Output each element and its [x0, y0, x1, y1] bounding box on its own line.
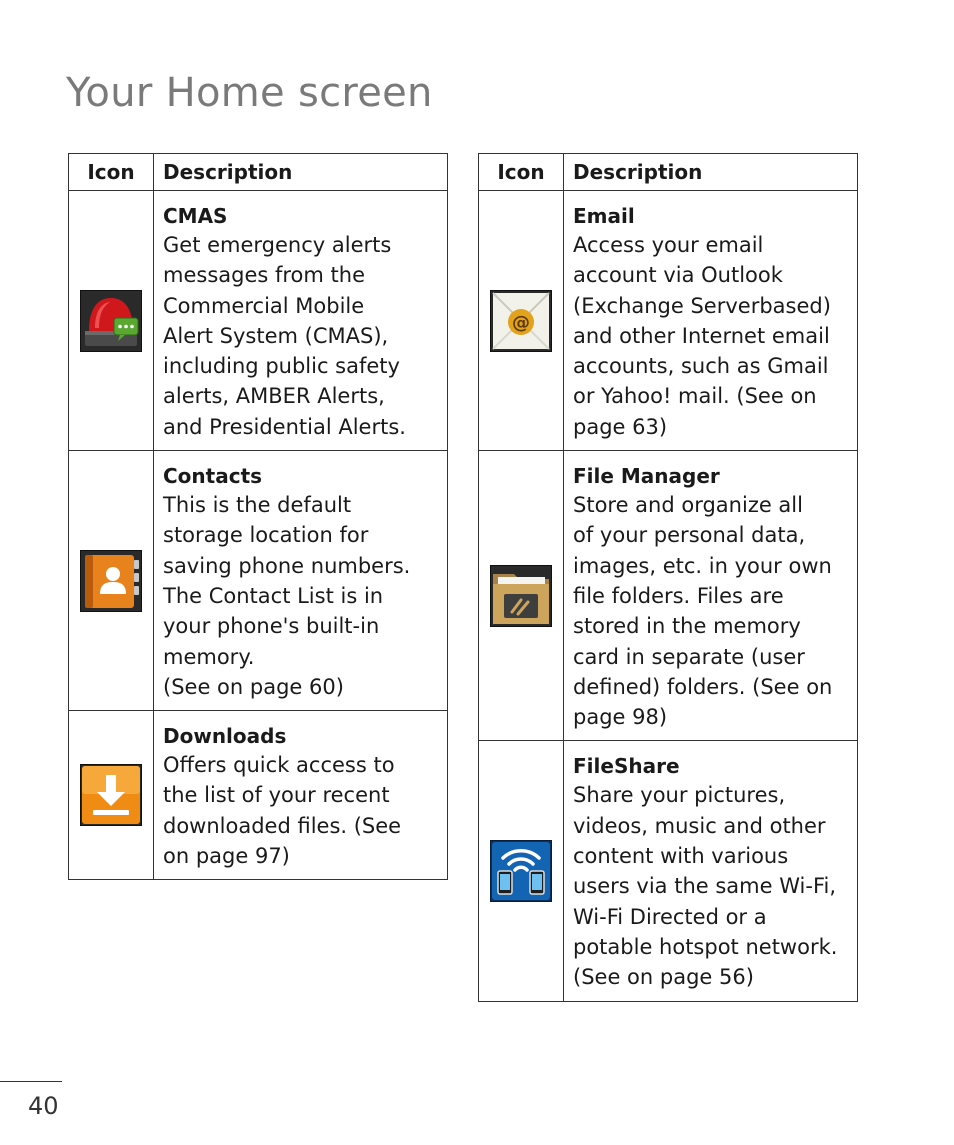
entry-title: CMAS: [163, 204, 228, 228]
entry-description: Store and organize all of your personal data, images, etc. in your own file folders. Files are stored in the memory card in separate (user defined) folders. (See on page 98): [573, 493, 833, 730]
table-row-email: [479, 191, 858, 451]
file-manager-folder-icon: [490, 565, 552, 627]
icon-cell: [69, 191, 154, 451]
icon-table-left: [68, 153, 448, 880]
icon-column-header: Icon: [69, 154, 154, 191]
description-cell: [564, 741, 858, 1001]
entry-title: File Manager: [573, 464, 720, 489]
icon-cell: [479, 741, 564, 1001]
icon-column-header: Icon: [479, 154, 564, 191]
entry-title: Downloads: [163, 724, 287, 749]
table-row-cmas: [69, 191, 448, 451]
table-header-row: [69, 154, 448, 191]
entry-description: Access your email account via Outlook (Exchange Serverbased) and other Internet email accounts, such as Gmail or Yahoo! mail. (See on page 63): [573, 233, 831, 439]
entry-description: This is the default storage location for saving phone numbers. The Contact List is in your phone's built-in memory. (See on page 60): [163, 493, 411, 699]
entry-description: Offers quick access to the list of your recent downloaded files. (See on page 97): [163, 753, 402, 869]
table-row-contacts: [69, 451, 448, 711]
footer-divider: [0, 1081, 62, 1082]
description-cell: [154, 451, 448, 711]
entry-description: Get emergency alerts messages from the Commercial Mobile Alert System (CMAS), including public safety alerts, AMBER Alerts, and Presidential Alerts.: [163, 233, 406, 439]
description-column-header: Description: [154, 154, 448, 191]
table-row-file-manager: [479, 451, 858, 741]
cmas-alert-icon: [80, 290, 142, 352]
table-row-downloads: [69, 711, 448, 880]
description-cell: [564, 191, 858, 451]
email-envelope-icon: [490, 290, 552, 352]
entry-title: Email: [573, 204, 635, 228]
page-title: Your Home screen: [66, 70, 433, 116]
icon-cell: [479, 191, 564, 451]
page-number: 40: [28, 1092, 59, 1120]
description-cell: [154, 711, 448, 880]
contacts-book-icon: [80, 550, 142, 612]
entry-description: Share your pictures, videos, music and other content with various users via the same Wi-Fi, Wi-Fi Directed or a potable hotspot network. (See on page 56): [573, 783, 838, 990]
description-cell: [564, 451, 858, 741]
download-arrow-icon: [80, 764, 142, 826]
description-cell: [154, 191, 448, 451]
fileshare-wifi-icon: [490, 840, 552, 902]
table-header-row: [479, 154, 858, 191]
entry-title: FileShare: [573, 754, 680, 779]
entry-title: Contacts: [163, 464, 263, 489]
icon-cell: [69, 451, 154, 711]
icon-cell: [69, 711, 154, 880]
table-row-fileshare: [479, 741, 858, 1001]
icon-cell: [479, 451, 564, 741]
svg-text:@: @: [512, 312, 530, 334]
description-column-header: Description: [564, 154, 858, 191]
icon-table-right: [478, 153, 858, 1002]
